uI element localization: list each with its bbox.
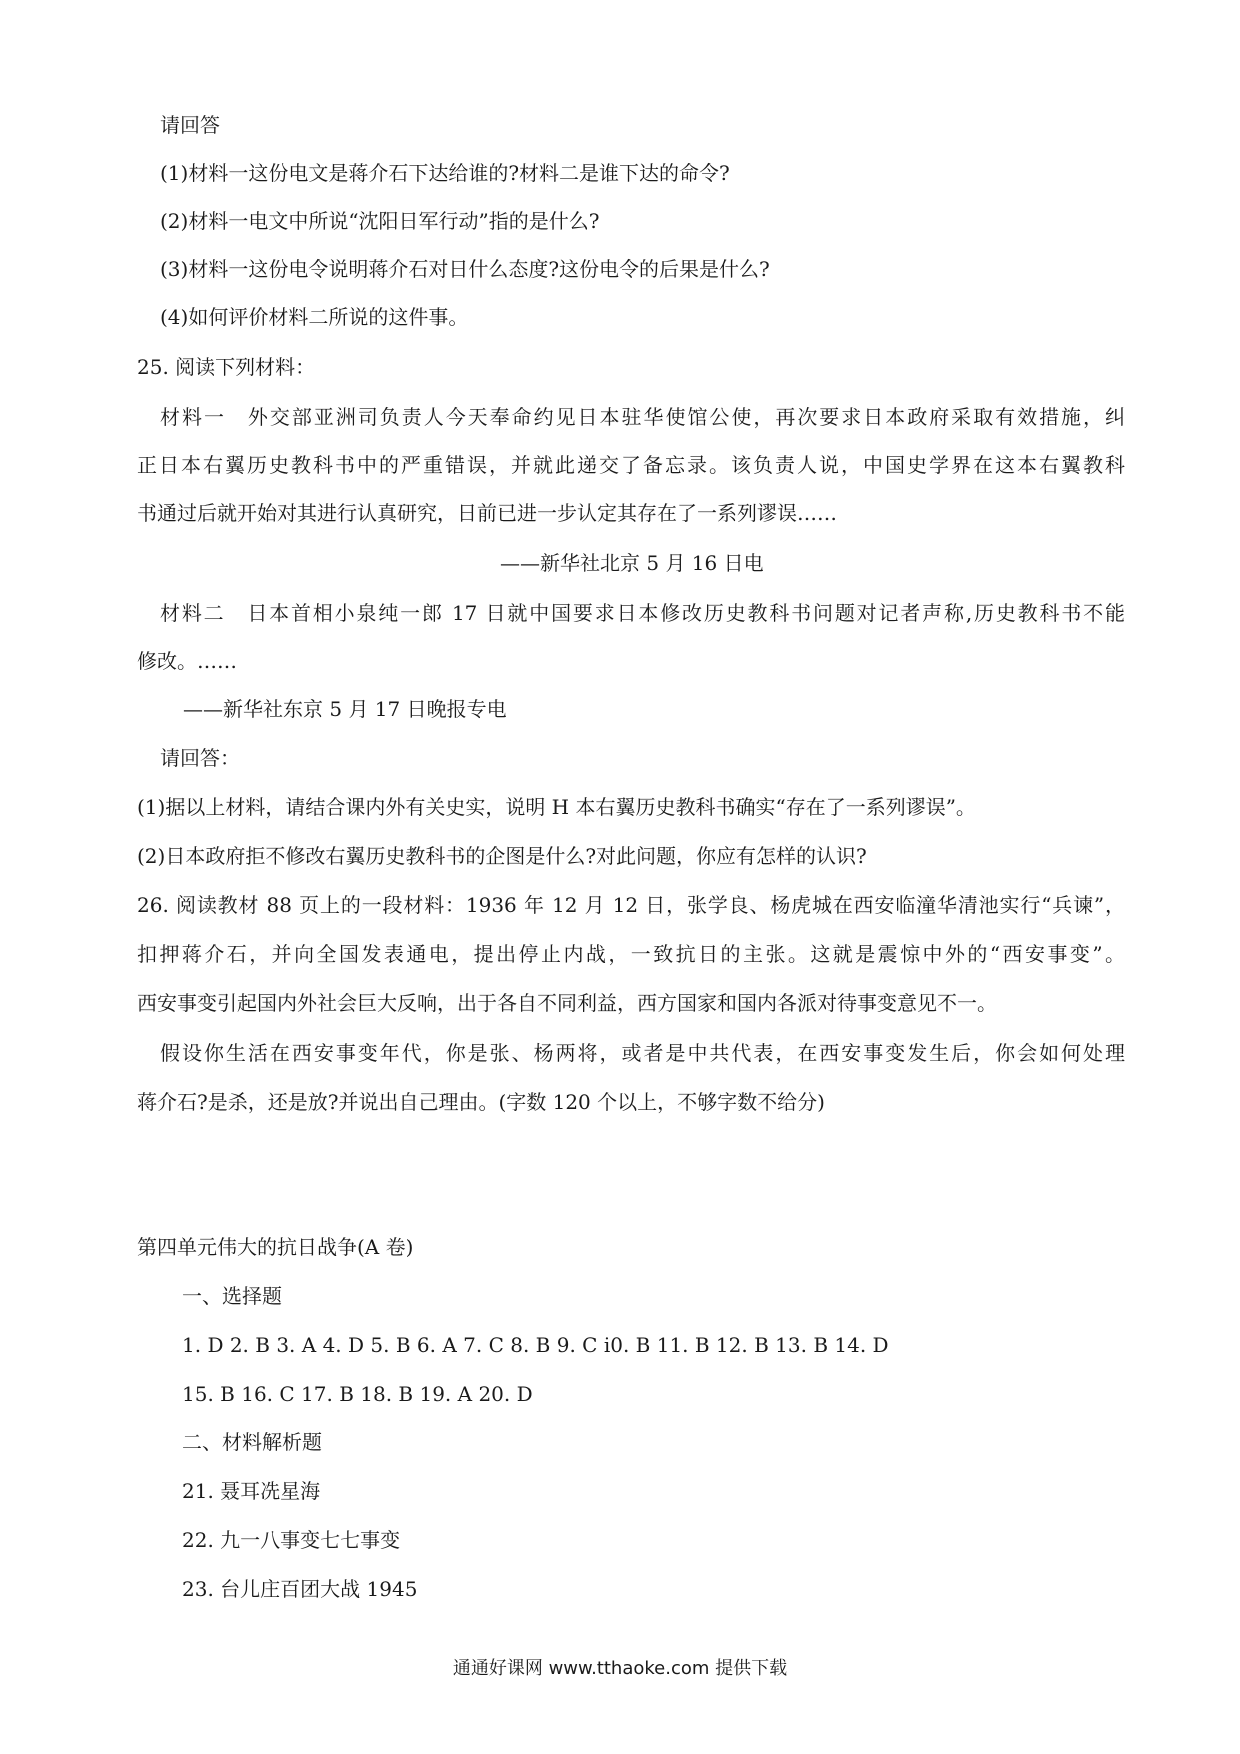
question-26-text: 假设你生活在西安事变年代，你是张、杨两将，或者是中共代表，在西安事变发生后，你会如何处理	[160, 1041, 1125, 1065]
question-prompt: 请回答	[160, 113, 220, 137]
material-2-source: ——新华社东京 5 月 17 日晚报专电	[183, 697, 507, 721]
question-item: (4)如何评价材料二所说的这件事。	[160, 305, 469, 329]
material-2-text: 材料二 日本首相小泉纯一郎 17 日就中国要求日本修改历史教科书问题对记者声称,历史教科书不能	[160, 601, 1125, 625]
answer-section-heading: 二、材料解析题	[182, 1430, 322, 1454]
answer-key-title: 第四单元伟大的抗日战争(A 卷)	[137, 1235, 414, 1259]
material-1-text: 正日本右翼历史教科书中的严重错误，并就此递交了备忘录。该负责人说，中国史学界在这本右翼教科	[137, 453, 1125, 477]
answer-item: 21. 聂耳冼星海	[182, 1479, 321, 1503]
answer-item: 22. 九一八事变七七事变	[182, 1528, 401, 1552]
material-2-text: 修改。……	[137, 649, 237, 673]
question-item: (1)材料一这份电文是蒋介石下达给谁的?材料二是谁下达的命令?	[160, 161, 730, 185]
material-1-text: 书通过后就开始对其进行认真研究，日前已进一步认定其存在了一系列谬误……	[137, 501, 837, 525]
question-prompt: 请回答：	[160, 746, 240, 770]
answer-item: 23. 台儿庄百团大战 1945	[182, 1577, 418, 1601]
question-item: (1)据以上材料，请结合课内外有关史实，说明 H 本右翼历史教科书确实“存在了一系列谬误”。	[137, 795, 976, 819]
question-item: (2)日本政府拒不修改右翼历史教科书的企图是什么?对此问题，你应有怎样的认识?	[137, 844, 867, 868]
material-1-text: 材料一 外交部亚洲司负责人今天奉命约见日本驻华使馆公使，再次要求日本政府采取有效措施，纠	[160, 405, 1125, 429]
question-item: (3)材料一这份电令说明蒋介石对日什么态度?这份电令的后果是什么?	[160, 257, 770, 281]
answer-section-heading: 一、选择题	[182, 1284, 282, 1308]
material-1-source: ——新华社北京 5 月 16 日电	[500, 551, 764, 575]
question-26-text: 蒋介石?是杀，还是放?并说出自己理由。(字数 120 个以上，不够字数不给分)	[137, 1090, 825, 1114]
question-26-text: 西安事变引起国内外社会巨大反响，出于各自不同利益，西方国家和国内各派对待事变意见不一。	[137, 991, 997, 1015]
question-25-heading: 25. 阅读下列材料：	[137, 355, 316, 379]
question-item: (2)材料一电文中所说“沈阳日军行动”指的是什么?	[160, 209, 600, 233]
choice-answers: 1. D 2. B 3. A 4. D 5. B 6. A 7. C 8. B 9. C i0. B 11. B 12. B 13. B 14. D	[182, 1333, 889, 1357]
choice-answers: 15. B 16. C 17. B 18. B 19. A 20. D	[182, 1382, 533, 1406]
question-26-text: 扣押蒋介石，并向全国发表通电，提出停止内战，一致抗日的主张。这就是震惊中外的“西安事变”。	[137, 942, 1125, 966]
page-footer: 通通好课网 www.tthaoke.com 提供下载	[452, 1658, 788, 1679]
question-26-text: 26. 阅读教材 88 页上的一段材料：1936 年 12 月 12 日，张学良、杨虎城在西安临潼华清池实行“兵谏”，	[137, 893, 1125, 917]
